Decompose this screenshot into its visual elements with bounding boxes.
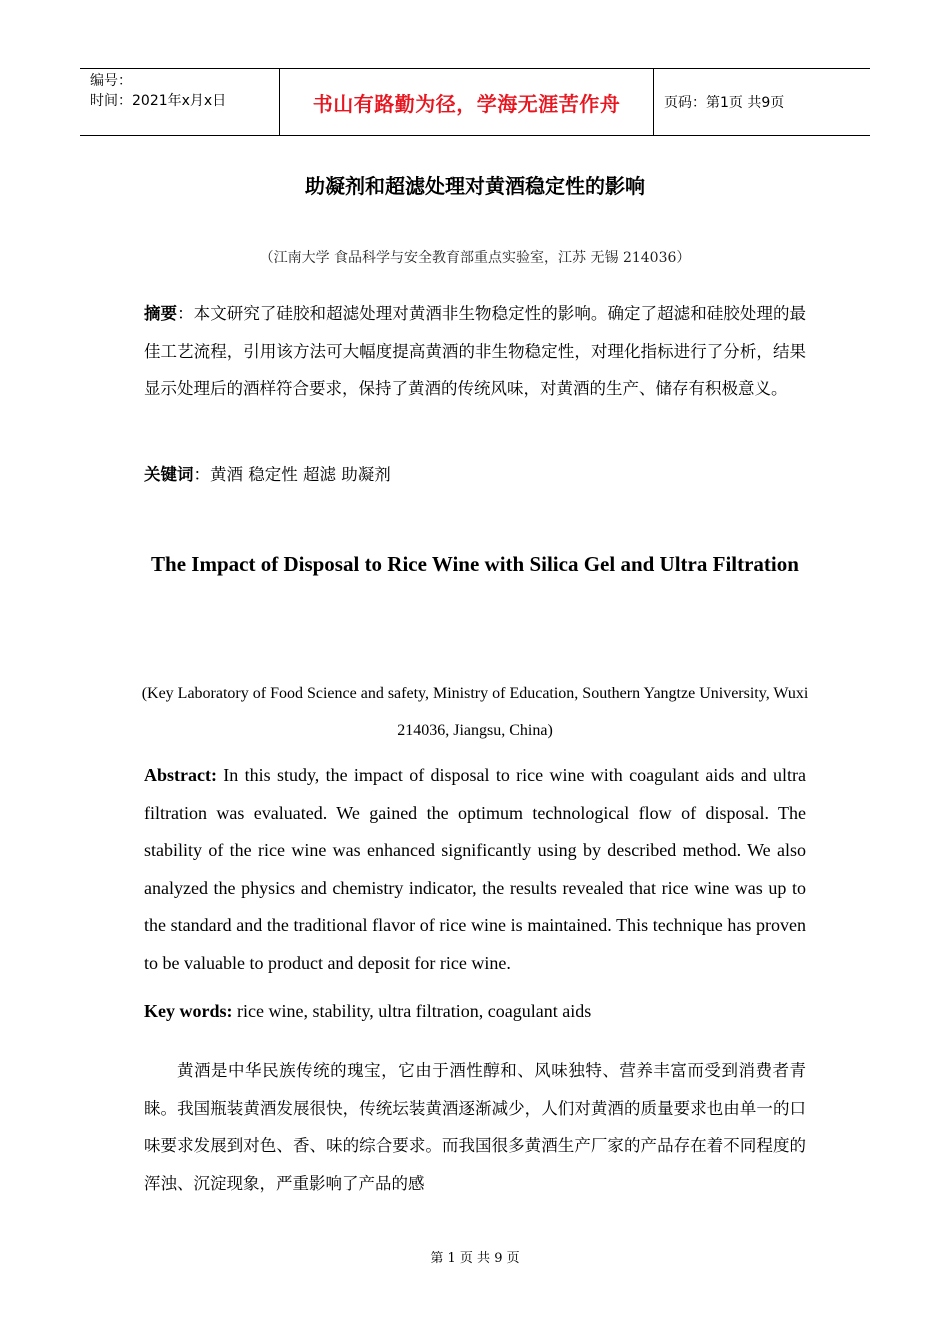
keywords-chinese-text: ：黄酒 稳定性 超滤 助凝剂: [193, 465, 391, 484]
keywords-english-label: Key words:: [144, 1001, 233, 1021]
abstract-chinese: [144, 295, 806, 408]
keywords-english-text: rice wine, stability, ultra filtration, coagulant aids: [232, 1001, 592, 1021]
keywords-chinese: [144, 456, 806, 494]
affiliation-english: (Key Laboratory of Food Science and safety, Ministry of Education, Southern Yangtze University, Wuxi 214036, Jiangsu, China): [141, 685, 809, 739]
abstract-chinese-text: ：本文研究了硅胶和超滤处理对黄酒非生物稳定性的影响。确定了超滤和硅胶处理的最佳工艺流程，引用该方法可大幅度提高黄酒的非生物稳定性，对理化指标进行了分析，结果显示处理后的酒样符合要求，保持了黄酒的传统风味，对黄酒的生产、储存有积极意义。: [144, 304, 807, 398]
header-meta-cell: [80, 69, 280, 135]
header-motto: 书山有路勤为径，学海无涯苦作舟: [280, 69, 654, 135]
abstract-english-label: Abstract:: [144, 765, 217, 785]
header-page-info: 页码：第1页 共9页: [664, 95, 785, 111]
document-number-label: 编号：: [90, 73, 132, 89]
abstract-english: [144, 757, 806, 982]
title-english: The Impact of Disposal to Rice Wine with Silica Gel and Ultra Filtration: [151, 552, 799, 576]
title-chinese: 助凝剂和超滤处理对黄酒稳定性的影响: [305, 174, 645, 198]
abstract-chinese-label: 摘要: [144, 304, 178, 323]
keywords-chinese-label: 关键词: [144, 465, 194, 484]
header-table: [80, 68, 870, 136]
affiliation-chinese: （江南大学 食品科学与安全教育部重点实验室，江苏 无锡 214036）: [259, 250, 691, 266]
keywords-english: [144, 996, 806, 1026]
document-date: 时间：2021年x月x日: [90, 93, 227, 109]
body-paragraph: 黄酒是中华民族传统的瑰宝，它由于酒性醇和、风味独特、营养丰富而受到消费者青睐。我国瓶装黄酒发展很快，传统坛装黄酒逐渐减少，人们对黄酒的质量要求也由单一的口味要求发展到对色、香、味的综合要求。而我国很多黄酒生产厂家的产品存在着不同程度的浑浊、沉淀现象，严重影响了产品的感: [144, 1061, 806, 1193]
page-footer: 第 1 页 共 9 页: [430, 1251, 520, 1266]
abstract-english-text: In this study, the impact of disposal to rice wine with coagulant aids and ultra filtration was evaluated. We gained the optimum technological flow of disposal. The stability of the rice wine was enhanced significantly using by described method. We also analyzed the physics and chemistry indicator, the results revealed that rice wine was up to the standard and the traditional flavor of rice wine is maintained. This technique has proven to be valuable to product and deposit for rice wine.: [144, 765, 806, 973]
